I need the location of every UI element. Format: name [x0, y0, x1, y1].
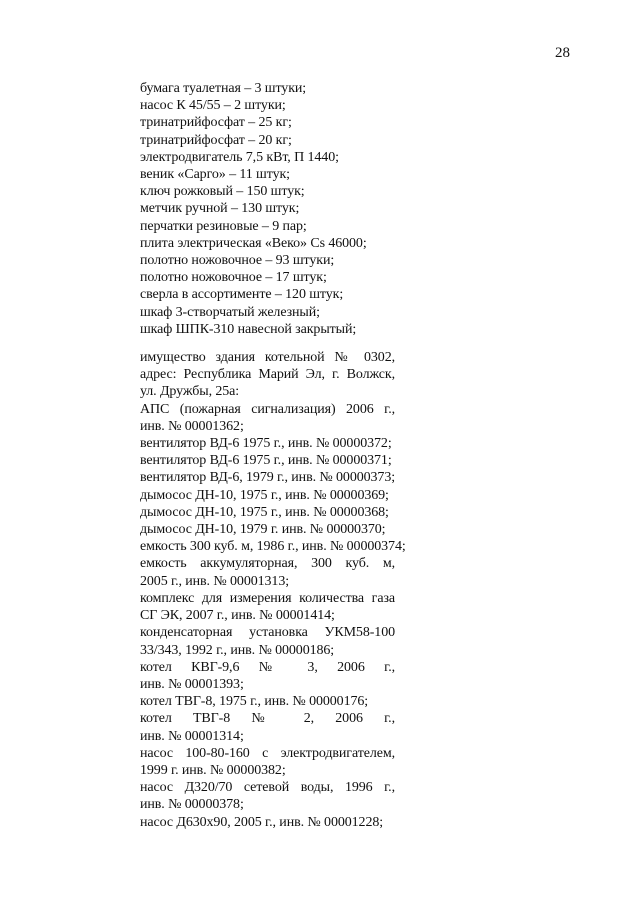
- list-item: имущество здания котельной № 0302,: [140, 350, 395, 366]
- list-item: метчик ручной – 130 штук;: [140, 201, 300, 217]
- list-item: шкаф ШПК-310 навесной закрытый;: [140, 321, 357, 337]
- list-item: 33/343, 1992 г., инв. № 00000186;: [140, 642, 335, 658]
- list-item: ул. Дружбы, 25а:: [140, 384, 240, 400]
- list-item: адрес: Республика Марий Эл, г. Волжск,: [140, 367, 395, 383]
- list-item: вентилятор ВД-6 1975 г., инв. № 00000372;: [140, 436, 392, 452]
- list-item: инв. № 00000378;: [140, 797, 244, 813]
- inventory-list-1: [140, 80, 395, 338]
- inventory-list-2: [140, 349, 406, 831]
- list-item: полотно ножовочное – 93 штуки;: [140, 253, 335, 269]
- list-item: полотно ножовочное – 17 штук;: [140, 270, 327, 286]
- page-number: 28: [555, 45, 570, 61]
- list-item: веник «Сарго» – 11 штук;: [140, 167, 290, 183]
- list-item: дымосос ДН-10, 1975 г., инв. № 00000369;: [140, 487, 389, 503]
- list-item: ключ рожковый – 150 штук;: [140, 184, 305, 200]
- list-item: 2005 г., инв. № 00001313;: [140, 573, 290, 589]
- list-item: инв. № 00001393;: [140, 676, 244, 692]
- list-item: СГ ЭК, 2007 г., инв. № 00001414;: [140, 608, 335, 624]
- list-item: 1999 г. инв. № 00000382;: [140, 762, 286, 778]
- list-item: АПС (пожарная сигнализация) 2006 г.,: [140, 401, 395, 417]
- list-item: емкость аккумуляторная, 300 куб. м,: [140, 556, 395, 572]
- list-item: электродвигатель 7,5 кВт, П 1440;: [140, 149, 339, 165]
- list-item: емкость 300 куб. м, 1986 г., инв. № 00000374;: [140, 539, 406, 555]
- list-item: насос Д320/70 сетевой воды, 1996 г.,: [140, 780, 395, 796]
- list-item: дымосос ДН-10, 1979 г. инв. № 00000370;: [140, 522, 386, 538]
- list-item: котел ТВГ-8, 1975 г., инв. № 00000176;: [140, 694, 369, 710]
- list-item: котел КВГ-9,6 № 3, 2006 г.,: [140, 659, 395, 675]
- list-item: котел ТВГ-8 № 2, 2006 г.,: [140, 711, 395, 727]
- list-item: перчатки резиновые – 9 пар;: [140, 218, 307, 234]
- list-item: инв. № 00001314;: [140, 728, 244, 744]
- list-item: вентилятор ВД-6 1975 г., инв. № 00000371;: [140, 453, 392, 469]
- list-item: тринатрийфосфат – 20 кг;: [140, 132, 292, 148]
- list-item: бумага туалетная – 3 штуки;: [140, 81, 307, 96]
- list-item: вентилятор ВД-6, 1979 г., инв. № 00000373;: [140, 470, 396, 486]
- list-item: насос Д630х90, 2005 г., инв. № 00001228;: [140, 814, 384, 830]
- list-item: насос 100-80-160 с электродвигателем,: [140, 745, 395, 761]
- list-item: насос К 45/55 – 2 штуки;: [140, 98, 286, 114]
- list-item: плита электрическая «Веко» Cs 46000;: [140, 235, 367, 251]
- list-item: тринатрийфосфат – 25 кг;: [140, 115, 292, 131]
- list-item: дымосос ДН-10, 1975 г., инв. № 00000368;: [140, 504, 389, 520]
- list-item: инв. № 00001362;: [140, 418, 244, 434]
- list-item: конденсаторная установка УКМ58-100: [140, 625, 395, 641]
- list-item: комплекс для измерения количества газа: [140, 590, 395, 606]
- list-item: сверла в ассортименте – 120 штук;: [140, 287, 344, 303]
- list-item: шкаф 3-створчатый железный;: [140, 304, 320, 320]
- document-body: [140, 80, 406, 831]
